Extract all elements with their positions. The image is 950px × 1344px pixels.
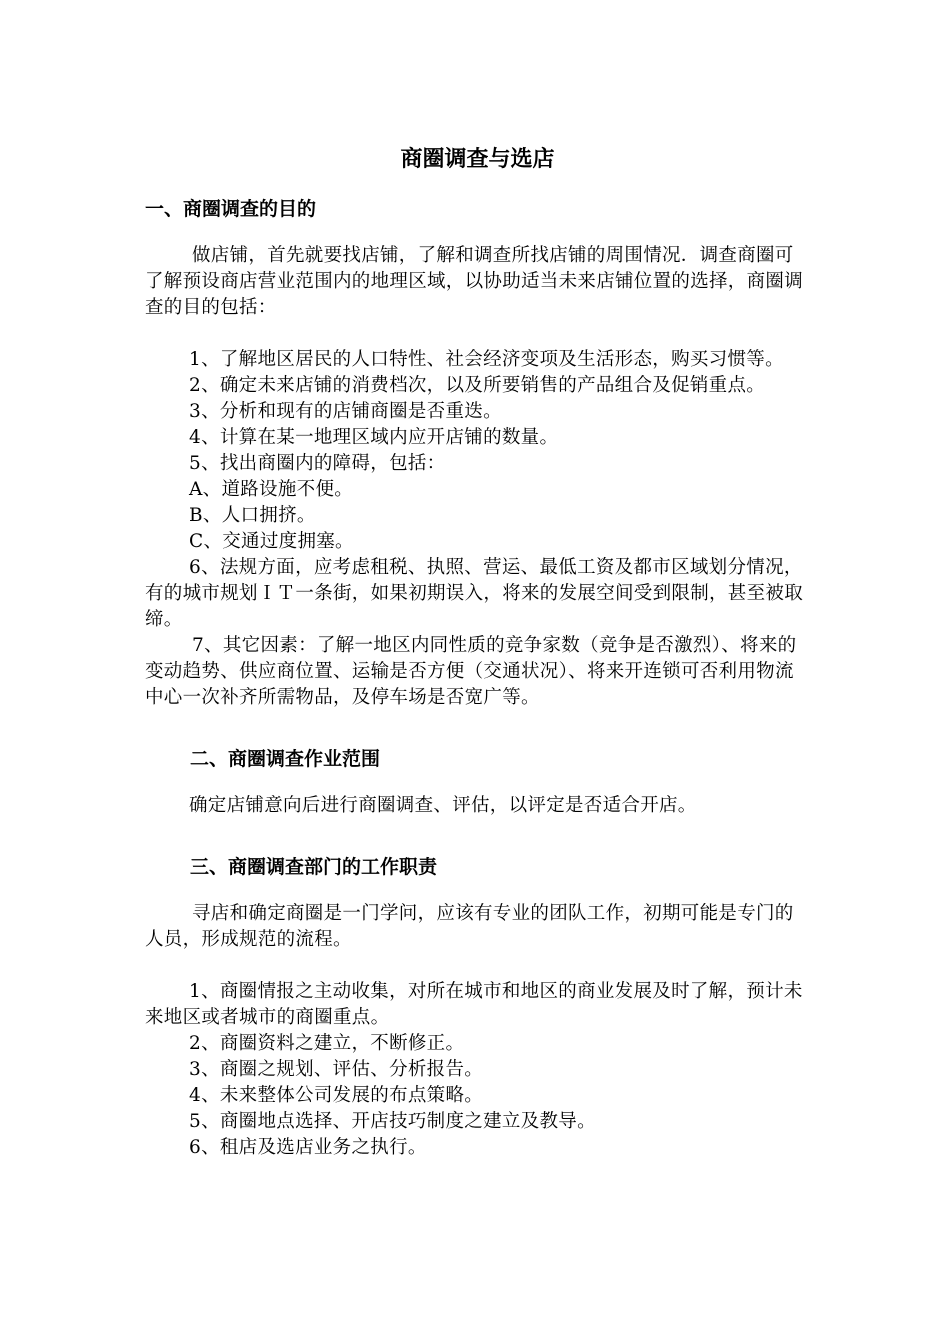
document-page	[145, 145, 810, 1161]
spacer	[145, 711, 810, 745]
list-item: 5、找出商圈内的障碍，包括：	[189, 453, 446, 474]
list-item: 5、商圈地点选择、开店技巧制度之建立及教导。	[189, 1111, 596, 1132]
section-3-heading: 三、商圈调查部门的工作职责	[190, 856, 438, 878]
section-1-heading: 一、商圈调查的目的	[145, 198, 317, 220]
list-item: A、道路设施不便。	[189, 479, 354, 500]
spacer	[145, 881, 810, 901]
section-2-text: 确定店铺意向后进行商圈调查、评估，以评定是否适合开店。	[189, 795, 697, 816]
list-item: 4、未来整体公司发展的布点策略。	[189, 1085, 484, 1106]
list-item: 6、租店及选店业务之执行。	[189, 1137, 427, 1158]
section-2-heading: 二、商圈调查作业范围	[190, 748, 381, 770]
list-item: 1、商圈情报之主动收集，对所在城市和地区的商业发展及时了解，预计未来地区或者城市的商圈重点。	[145, 981, 803, 1028]
list-item: 3、商圈之规划、评估、分析报告。	[189, 1059, 484, 1080]
spacer	[145, 223, 810, 243]
section-3-intro: 寻店和确定商圈是一门学问，应该有专业的团队工作，初期可能是专门的人员，形成规范的流程。	[145, 903, 794, 950]
spacer	[145, 953, 810, 979]
list-item: 4、计算在某一地理区域内应开店铺的数量。	[189, 427, 559, 448]
list-item: B、人口拥挤。	[189, 505, 316, 526]
list-item: C、交通过度拥塞。	[189, 531, 354, 552]
spacer	[145, 819, 810, 853]
spacer	[145, 321, 810, 347]
list-item: 6、法规方面，应考虑租税、执照、营运、最低工资及都市区域划分情况，有的城市规划ＩＴ一条街，如果初期误入，将来的发展空间受到限制，甚至被取缔。	[145, 557, 804, 630]
list-item: 1、了解地区居民的人口特性、社会经济变项及生活形态，购买习惯等。	[189, 349, 784, 370]
list-item: 7、其它因素：了解一地区内同性质的竞争家数（竞争是否激烈）、将来的变动趋势、供应商位置、运输是否方便（交通状况）、将来开连锁可否利用物流中心一次补齐所需物品，及停车场是否宽广等。	[145, 635, 797, 708]
list-item: 2、确定未来店铺的消费档次，以及所要销售的产品组合及促销重点。	[189, 375, 766, 396]
list-item: 2、商圈资料之建立，不断修正。	[189, 1033, 465, 1054]
section-1-intro: 做店铺，首先就要找店铺，了解和调查所找店铺的周围情况．调查商圈可了解预设商店营业范围内的地理区域，以协助适当未来店铺位置的选择，商圈调查的目的包括：	[145, 245, 804, 318]
list-item: 3、分析和现有的店铺商圈是否重迭。	[189, 401, 502, 422]
document-title: 商圈调查与选店	[400, 147, 555, 172]
spacer	[145, 773, 810, 793]
